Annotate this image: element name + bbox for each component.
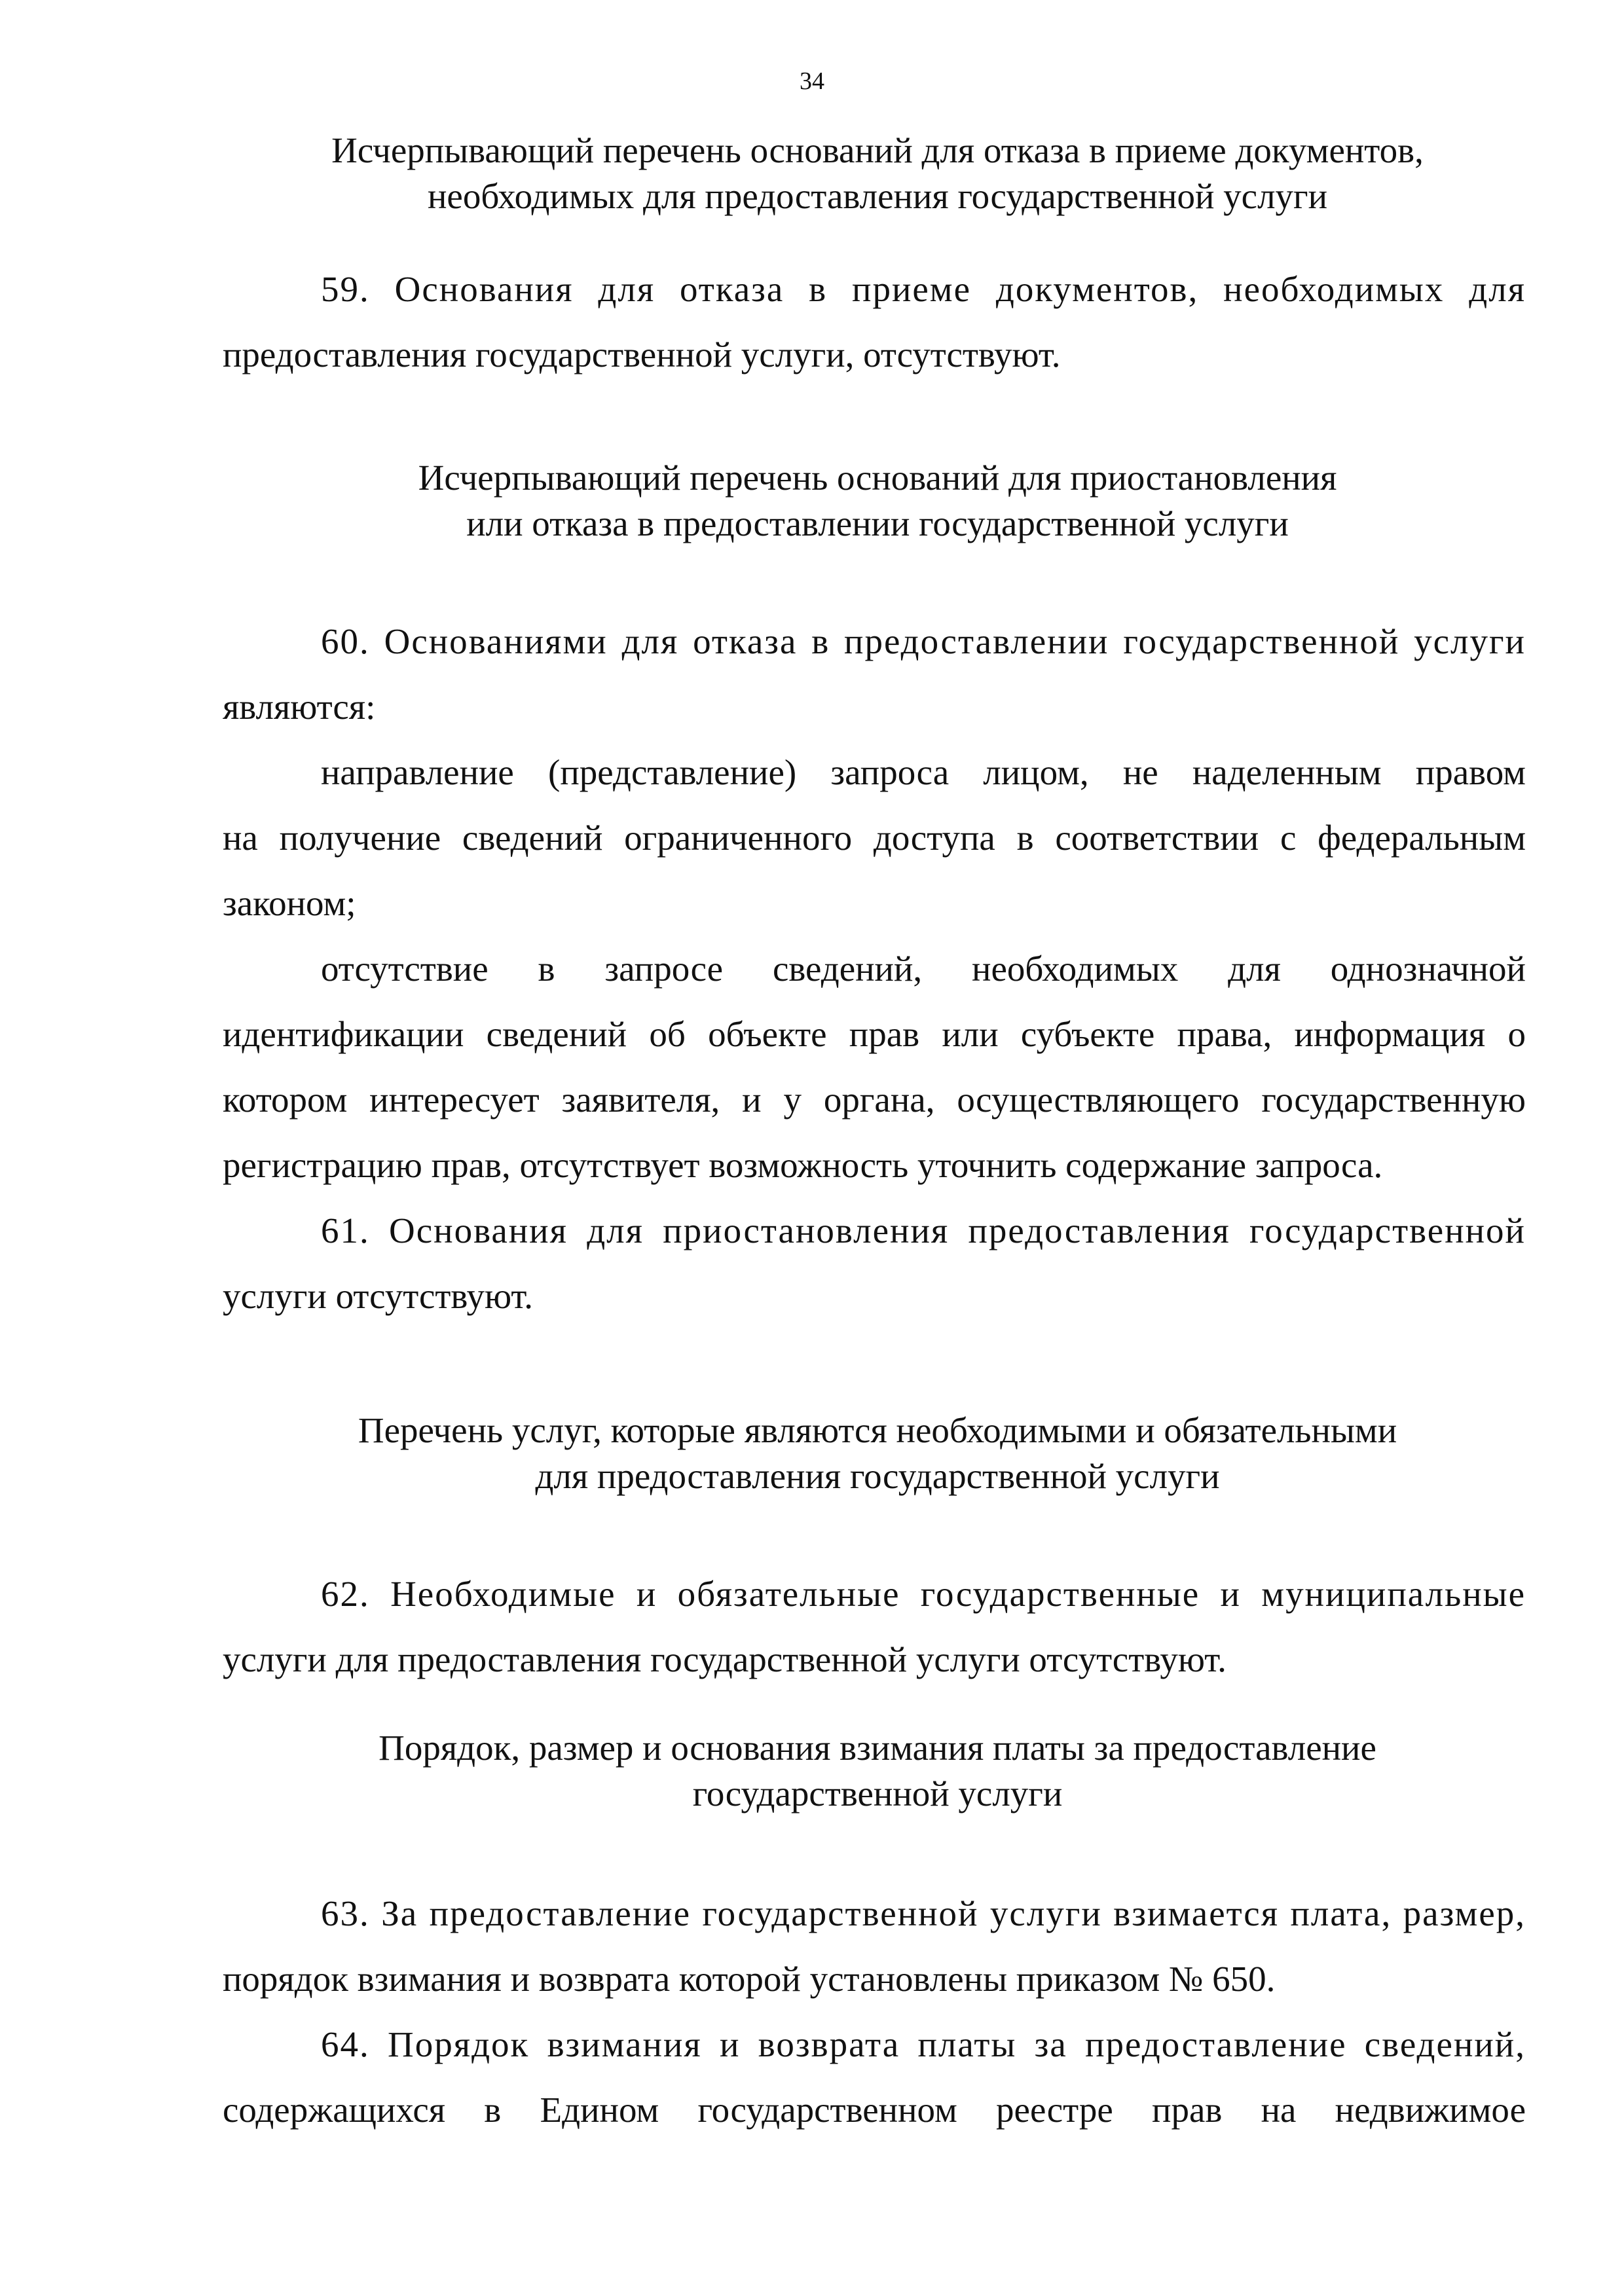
heading-line: Исчерпывающий перечень оснований для приостановления xyxy=(418,458,1337,498)
paragraph-59 xyxy=(223,257,1526,388)
paragraph-line: содержащихся в Едином государственном реестре прав на недвижимое xyxy=(223,2090,1526,2130)
paragraph-line: регистрацию прав, отсутствует возможность уточнить содержание запроса. xyxy=(223,1145,1383,1185)
paragraph-line: 63. За предоставление государственной услуги взимается плата, размер, xyxy=(321,1893,1526,1933)
heading-line: или отказа в предоставлении государственной услуги xyxy=(466,503,1289,543)
paragraph-60 xyxy=(223,609,1526,1329)
paragraph-line: законом; xyxy=(223,883,356,923)
paragraph-line: отсутствие в запросе сведений, необходимых для однозначной xyxy=(321,949,1526,989)
paragraph-line: 61. Основания для приостановления предоставления государственной xyxy=(321,1211,1526,1250)
section-heading-suspension-refusal xyxy=(196,455,1559,547)
paragraph-line: идентификации сведений об объекте прав или субъекте права, информация о xyxy=(223,1014,1526,1054)
section-heading-fees xyxy=(196,1725,1559,1817)
paragraph-line: 59. Основания для отказа в приеме документов, необходимых для xyxy=(321,269,1526,309)
heading-line: государственной услуги xyxy=(692,1774,1063,1813)
page-number: 34 xyxy=(800,67,824,95)
paragraph-line: 64. Порядок взимания и возврата платы за предоставление сведений, xyxy=(321,2024,1526,2064)
paragraph-62 xyxy=(223,1561,1526,1692)
paragraph-line: 60. Основаниями для отказа в предоставлении государственной услуги xyxy=(321,621,1526,661)
paragraph-line: предоставления государственной услуги, отсутствуют. xyxy=(223,335,1061,374)
heading-line: Перечень услуг, которые являются необходимыми и обязательными xyxy=(358,1410,1397,1450)
paragraph-line: являются: xyxy=(223,687,376,727)
section-heading-required-services xyxy=(196,1408,1559,1499)
heading-line: Исчерпывающий перечень оснований для отказа в приеме документов, xyxy=(331,130,1424,170)
paragraph-63-64 xyxy=(223,1881,1526,2143)
paragraph-line: на получение сведений ограниченного доступа в соответствии с федеральным xyxy=(223,818,1526,858)
section-heading-refusal-acceptance xyxy=(196,128,1559,219)
paragraph-line: котором интересует заявителя, и у органа, осуществляющего государственную xyxy=(223,1080,1526,1120)
paragraph-line: 62. Необходимые и обязательные государственные и муниципальные xyxy=(321,1574,1526,1614)
heading-line: Порядок, размер и основания взимания платы за предоставление xyxy=(378,1728,1376,1768)
paragraph-line: порядок взимания и возврата которой установлены приказом № 650. xyxy=(223,1959,1276,1999)
heading-line: необходимых для предоставления государственной услуги xyxy=(427,176,1328,216)
paragraph-line: услуги отсутствуют. xyxy=(223,1276,534,1316)
paragraph-line: услуги для предоставления государственной услуги отсутствуют. xyxy=(223,1639,1227,1679)
paragraph-line: направление (представление) запроса лицом, не наделенным правом xyxy=(321,752,1526,792)
heading-line: для предоставления государственной услуги xyxy=(535,1456,1220,1496)
